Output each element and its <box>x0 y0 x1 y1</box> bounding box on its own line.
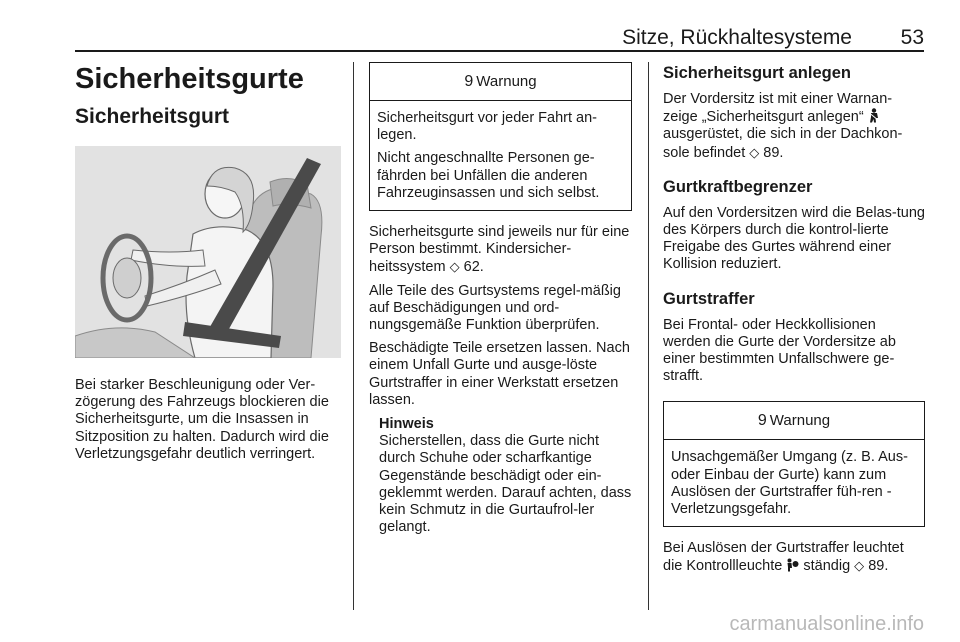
column-divider-2 <box>648 62 649 610</box>
warning-icon: 9 <box>757 411 767 429</box>
section-heading: Sicherheitsgurt <box>75 105 230 128</box>
heading-pretensioner: Gurtstraffer <box>663 289 755 308</box>
column-1 <box>75 62 341 463</box>
paragraph-fasten <box>663 91 925 162</box>
warning-body <box>664 440 924 526</box>
page-number: 53 <box>900 26 924 49</box>
page-header <box>75 26 924 52</box>
warning-box-1 <box>369 62 632 211</box>
heading-limiter: Gurtkraftbegrenzer <box>663 177 813 196</box>
note-title: Hinweis <box>379 416 434 433</box>
page-reference: 89. <box>868 558 889 575</box>
paragraph-indicator <box>663 540 925 575</box>
header-rule <box>75 50 924 52</box>
note-block <box>379 416 632 536</box>
paragraph-text: ausgerüstet, die sich in der Dachkon-sole befindet <box>663 126 903 161</box>
page-reference: 62. <box>463 259 484 276</box>
column-3 <box>663 62 925 576</box>
warning-label: Warnung <box>476 73 537 90</box>
warning-icon: 9 <box>464 72 474 90</box>
warning-label: Warnung <box>769 412 831 430</box>
warning-text-1: Sicherheitsgurt vor jeder Fahrt an-legen. <box>377 110 598 144</box>
warning-text: Unsachgemäßer Umgang (z. B. Aus- oder Einbau der Gurte) kann zum Auslösen der Gurtstraffer füh-ren - Verletzungsgefahr. <box>671 449 908 518</box>
paragraph-text: Bei Auslösen der Gurtstraffer leuchtet die Kontrollleuchte <box>663 540 904 575</box>
airbag-warning-icon <box>786 558 799 572</box>
section-title: Sitze, Rückhaltesysteme <box>622 26 852 49</box>
paragraph-text: Der Vordersitz ist mit einer Warnan-zeige „Sicherheitsgurt anlegen“ <box>663 91 893 126</box>
heading-fasten: Sicherheitsgurt anlegen <box>663 64 851 82</box>
page-reference-icon: ◇ <box>854 558 865 574</box>
page-reference: 89. <box>763 144 784 161</box>
paragraph-replace: Beschädigte Teile ersetzen lassen. Nach einem Unfall Gurte und ausge-löste Gurtstraffer in einer Werkstatt ersetzen lassen. <box>369 340 630 408</box>
seatbelt-illustration <box>75 146 341 358</box>
seatbelt-icon <box>868 108 880 123</box>
watermark: carmanualsonline.info <box>729 613 924 635</box>
column-divider-1 <box>353 62 354 610</box>
paragraph-child-seat <box>369 224 632 277</box>
page-reference-icon: ◇ <box>749 144 760 160</box>
paragraph-text: Sicherheitsgurte sind jeweils nur für eine Person bestimmt. Kindersicher-heitssystem <box>369 224 630 276</box>
paragraph-limiter: Auf den Vordersitzen wird die Belas-tung des Körpers durch die kontrol-lierte Freigabe des Gurtes während einer Kollision reduziert. <box>663 204 925 273</box>
paragraph-pretensioner: Bei Frontal- oder Heckkollisionen werden die Gurte der Vordersitze ab einer bestimmten Unfallschwere ge-strafft. <box>663 316 896 385</box>
warning-body <box>370 101 631 210</box>
page-reference-icon: ◇ <box>449 259 460 275</box>
chapter-heading: Sicherheitsgurte <box>75 63 304 95</box>
column-2 <box>369 62 632 536</box>
paragraph-text: ständig <box>803 558 851 575</box>
warning-header <box>664 402 924 440</box>
note-text: Sicherstellen, dass die Gurte nicht durch Schuhe oder scharfkantige Gegenstände beschädigt oder ein-geklemmt werden. Darauf achten, dass kein Schmutz in die Gurtaufrol-ler gelangt. <box>379 433 632 536</box>
warning-header <box>370 63 631 101</box>
paragraph-check: Alle Teile des Gurtsystems regel-mäßig auf Beschädigungen und ord-nungsgemäße Funktion überprüfen. <box>369 282 621 334</box>
intro-paragraph: Bei starker Beschleunigung oder Ver-zögerung des Fahrzeugs blockieren die Sicherheitsgurte, um die Insassen in Sitzposition zu halten. Dadurch wird die Verletzungsgefahr deutlich verringert. <box>75 377 329 462</box>
warning-text-2: Nicht angeschnallte Personen ge-fährden bei Unfällen die anderen Fahrzeuginsassen und sich selbst. <box>377 150 600 201</box>
warning-box-2 <box>663 401 925 527</box>
